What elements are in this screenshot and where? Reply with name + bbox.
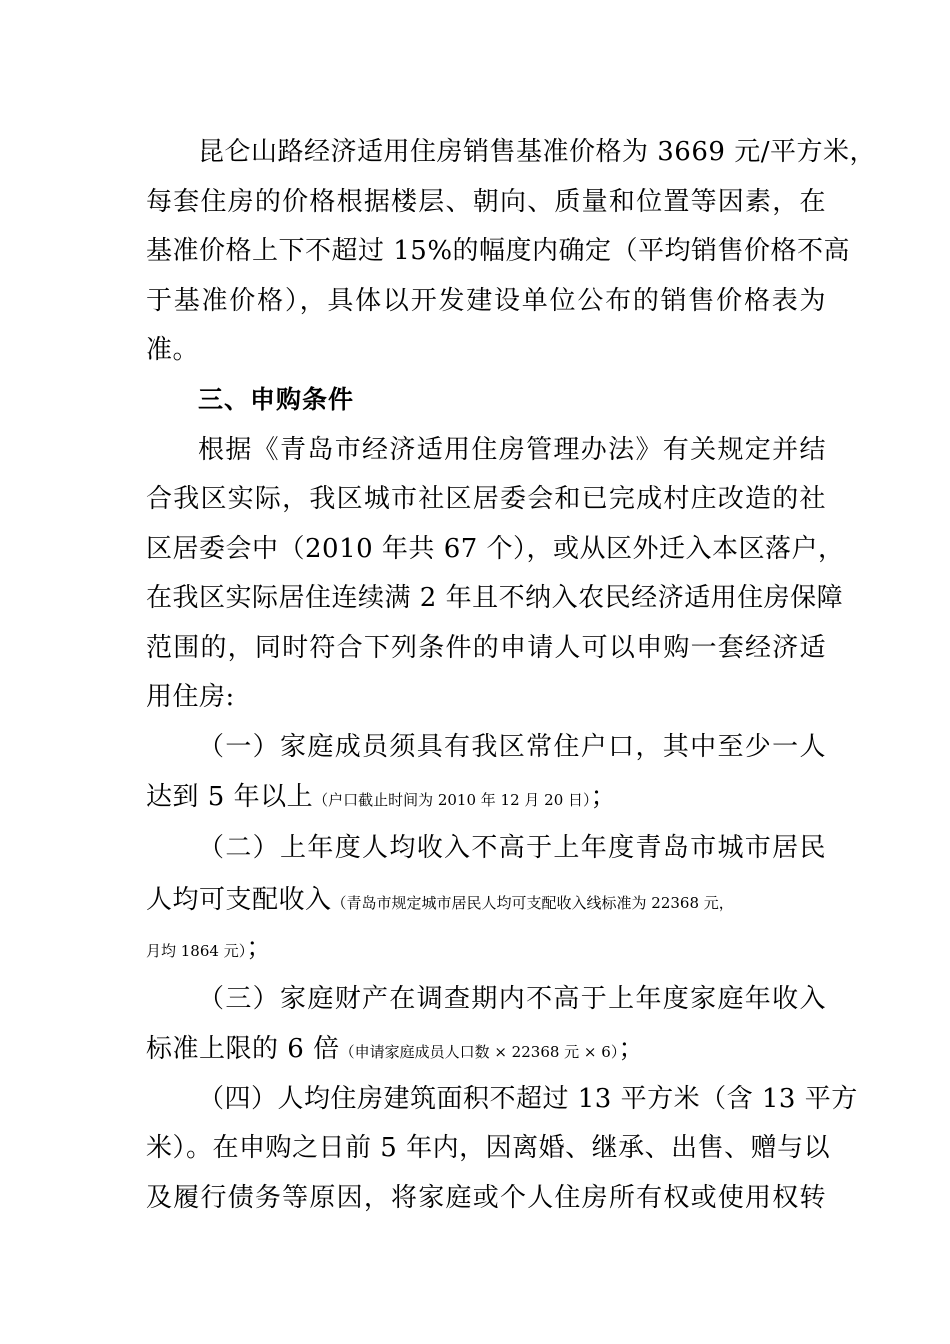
- condition-2-line-3: [146, 928, 826, 968]
- condition-3-note: （申请家庭成员人口数 × 22368 元 × 6）: [339, 1043, 619, 1061]
- condition-3-line-2: [146, 1029, 826, 1069]
- condition-1-main-text: 达到 5 年以上: [146, 782, 314, 812]
- basis-paragraph-line-5: 范围的，同时符合下列条件的申请人可以申购一套经济适: [146, 633, 826, 663]
- condition-1-end-punctuation: ；: [590, 782, 618, 812]
- price-paragraph-line-3: 基准价格上下不超过 15%的幅度内确定（平均销售价格不高: [146, 236, 851, 266]
- price-paragraph-line-5: 准。: [146, 335, 200, 365]
- condition-2-note-continued: 月均 1864 元）: [146, 942, 247, 960]
- section-heading: 三、申购条件: [198, 385, 355, 414]
- basis-paragraph-line-6: 用住房:: [146, 682, 235, 712]
- condition-3-line-1: （三）家庭财产在调查期内不高于上年度家庭年收入: [198, 984, 826, 1014]
- condition-4-line-3: 及履行债务等原因，将家庭或个人住房所有权或使用权转: [146, 1183, 826, 1213]
- condition-2-main-text: 人均可支配收入: [146, 885, 332, 915]
- price-paragraph-line-4: 于基准价格），具体以开发建设单位公布的销售价格表为: [146, 286, 826, 316]
- condition-1-line-2: [146, 777, 826, 817]
- condition-3-main-text: 标准上限的 6 倍: [146, 1034, 340, 1064]
- condition-3-end-punctuation: ；: [618, 1034, 645, 1064]
- condition-4-line-2: 米）。在申购之日前 5 年内，因离婚、继承、出售、赠与以: [146, 1133, 831, 1163]
- condition-2-end-punctuation: ；: [246, 933, 273, 963]
- condition-1-line-1: （一）家庭成员须具有我区常住户口，其中至少一人: [198, 732, 826, 762]
- condition-2-line-1: （二）上年度人均收入不高于上年度青岛市城市居民: [198, 833, 826, 863]
- price-paragraph-line-2: 每套住房的价格根据楼层、朝向、质量和位置等因素，在: [146, 187, 826, 217]
- basis-paragraph-line-2: 合我区实际，我区城市社区居委会和已完成村庄改造的社: [146, 484, 826, 514]
- basis-paragraph-line-3: 区居委会中（2010 年共 67 个），或从区外迁入本区落户，: [146, 534, 845, 564]
- condition-2-note: （青岛市规定城市居民人均可支配收入线标准为 22368 元，: [331, 894, 734, 912]
- basis-paragraph-line-4: 在我区实际居住连续满 2 年且不纳入农民经济适用住房保障: [146, 583, 844, 613]
- condition-1-note: （户口截止时间为 2010 年 12 月 20 日）: [313, 791, 591, 809]
- condition-4-line-1: （四）人均住房建筑面积不超过 13 平方米（含 13 平方: [198, 1084, 858, 1114]
- price-paragraph-line-1: 昆仑山路经济适用住房销售基准价格为 3669 元/平方米，: [198, 137, 876, 167]
- condition-2-line-2: [146, 880, 826, 920]
- basis-paragraph-line-1: 根据《青岛市经济适用住房管理办法》有关规定并结: [198, 435, 826, 465]
